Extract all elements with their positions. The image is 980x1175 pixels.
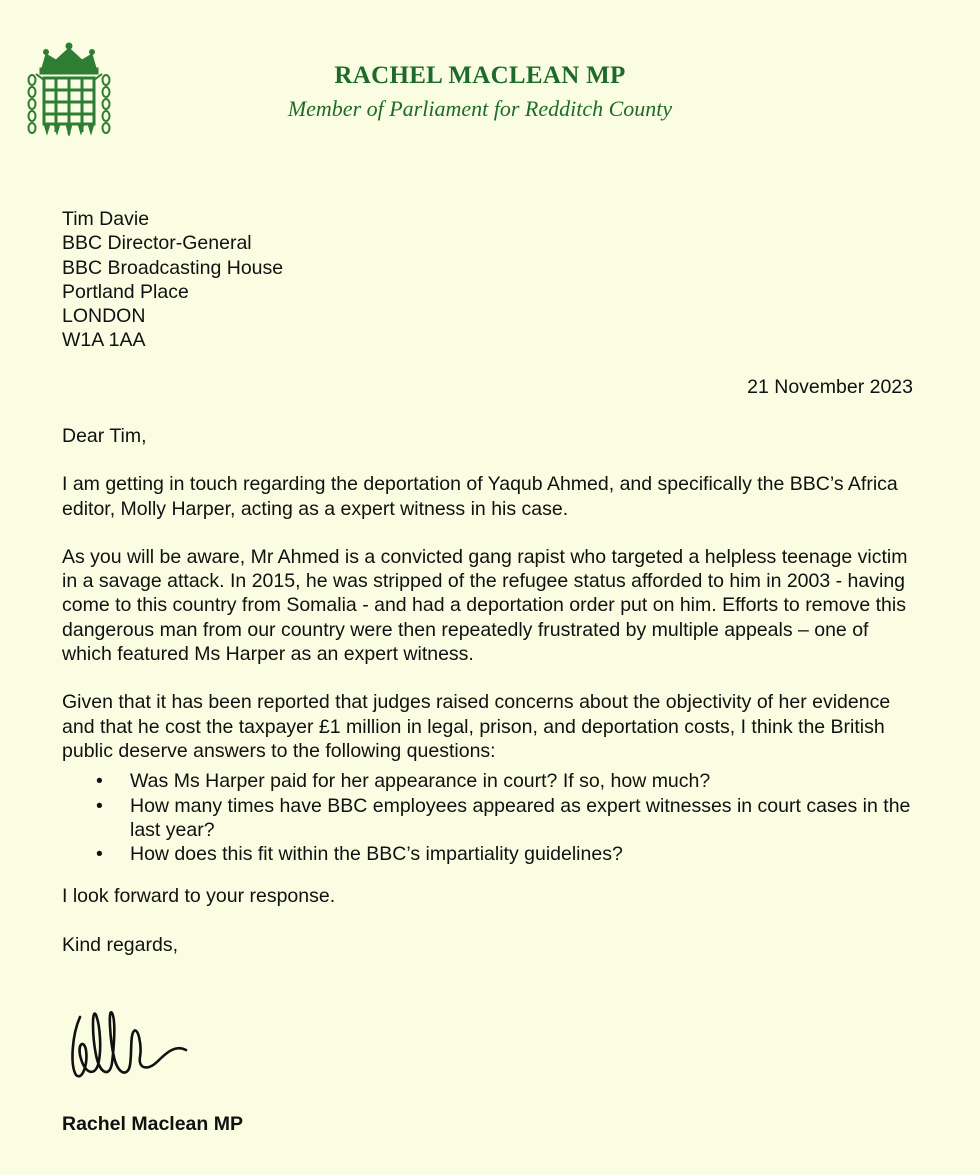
letter-body [62,424,922,957]
body-paragraph: As you will be aware, Mr Ahmed is a convicted gang rapist who targeted a helpless teenage victim in a savage attack. In 2015, he was stripped of the refugee status afforded to him in 2003 - having come to this country from Somalia - and had a deportation order put on him. Efforts to remove this dangerous man from our country were then repeatedly frustrated by multiple appeals – one of which featured Ms Harper as an expert witness. [62,545,908,666]
letterhead-constituency: Member of Parliament for Redditch County [287,96,673,121]
question-item: • How does this fit within the BBC’s impartiality guidelines? [130,842,922,866]
letter-date: 21 November 2023 [747,376,913,398]
salutation: Dear Tim, [62,425,147,447]
recipient-address [62,207,283,353]
address-line: BBC Broadcasting House [62,256,284,279]
sign-off: Kind regards, [62,933,178,956]
letterhead-name: RACHEL MACLEAN MP [334,62,626,89]
letterhead [260,62,700,122]
address-line: W1A 1AA [62,329,146,352]
address-line: Tim Davie [62,208,150,230]
questions-list [62,769,922,866]
address-line: LONDON [62,305,146,328]
question-item: • Was Ms Harper paid for her appearance in court? If so, how much? [130,769,922,793]
address-line: Portland Place [62,280,189,303]
portcullis-crest-icon [24,40,114,146]
body-paragraph: I am getting in touch regarding the deportation of Yaqub Ahmed, and specifically the BBC’s Africa editor, Molly Harper, acting as a expert witness in his case. [62,473,898,520]
handwritten-signature [66,995,236,1095]
address-line: BBC Director-General [62,232,252,255]
question-item: • How many times have BBC employees appeared as expert witnesses in court cases in the last year? [130,794,922,843]
signatory-name: Rachel Maclean MP [62,1113,243,1135]
body-paragraph: Given that it has been reported that judges raised concerns about the objectivity of her evidence and that he cost the taxpayer £1 million in legal, prison, and deportation costs, I think the British public deserve answers to the following questions: [62,691,891,762]
closing-line: I look forward to your response. [62,885,336,908]
